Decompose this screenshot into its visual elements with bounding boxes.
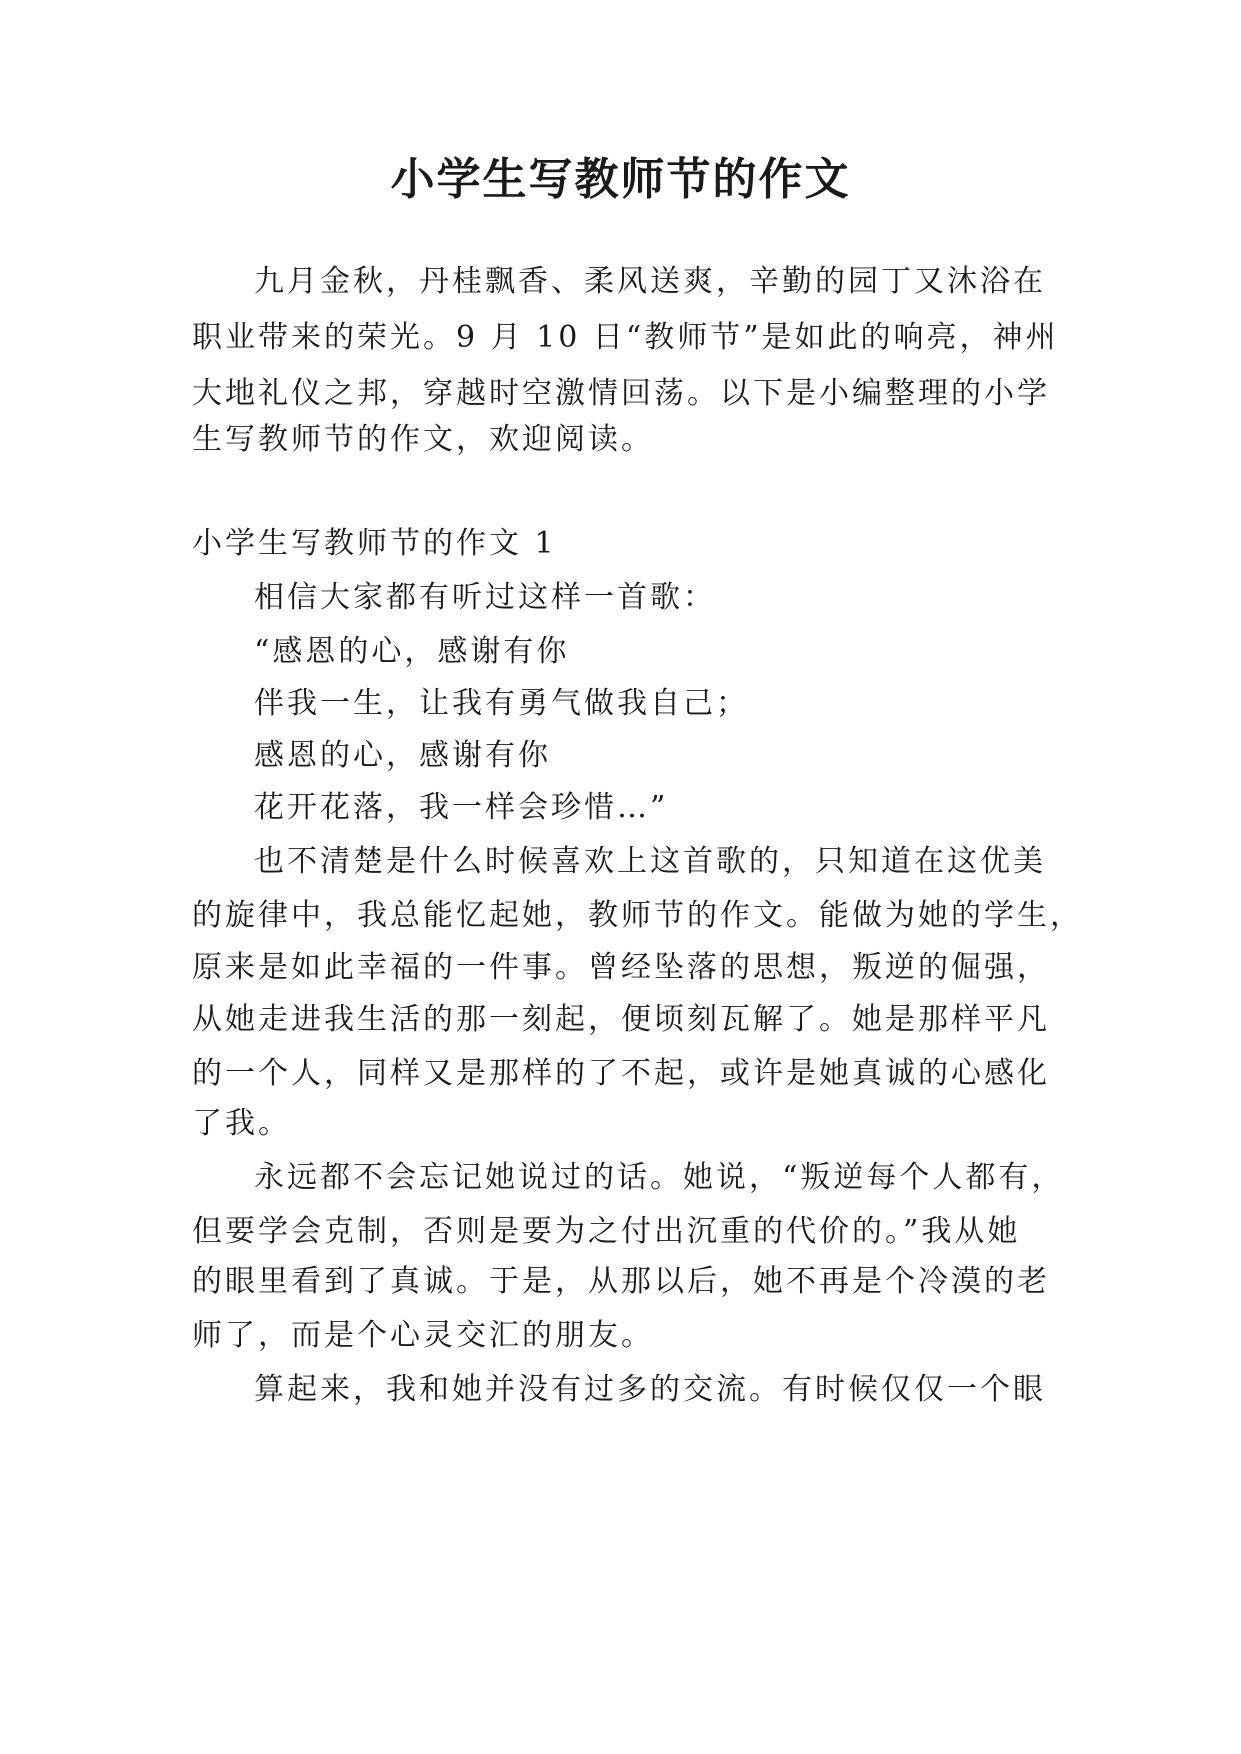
paragraph1-line-2: 的旋律中，我总能忆起她，教师节的作文。能做为她的学生， bbox=[192, 898, 1083, 933]
lyric-line-2: 伴我一生，让我有勇气做我自己； bbox=[254, 686, 749, 721]
paragraph1-line-6: 了我。 bbox=[192, 1106, 291, 1141]
lyric-line-4: 花开花落，我一样会珍惜…” bbox=[254, 790, 669, 825]
paragraph2-line-1: 永远都不会忘记她说过的话。她说，“叛逆每个人都有， bbox=[254, 1160, 1065, 1195]
section-heading: 小学生写教师节的作文 1 bbox=[192, 526, 557, 561]
paragraph1-line-3: 原来是如此幸福的一件事。曾经坠落的思想，叛逆的倔强， bbox=[192, 950, 1050, 985]
paragraph1-line-1: 也不清楚是什么时候喜欢上这首歌的，只知道在这优美 bbox=[254, 844, 1046, 879]
paragraph2-line-2: 但要学会克制，否则是要为之付出沉重的代价的。”我从她 bbox=[192, 1214, 1021, 1249]
paragraph1-line-4: 从她走进我生活的那一刻起，便顷刻瓦解了。她是那样平凡 bbox=[192, 1002, 1050, 1037]
lyrics-intro: 相信大家都有听过这样一首歌： bbox=[254, 580, 716, 615]
paragraph2-line-4: 师了，而是个心灵交汇的朋友。 bbox=[192, 1318, 654, 1353]
intro-line-3: 大地礼仪之邦，穿越时空激情回荡。以下是小编整理的小学 bbox=[192, 376, 1050, 411]
paragraph1-line-5: 的一个人，同样又是那样的了不起，或许是她真诚的心感化 bbox=[192, 1056, 1050, 1091]
paragraph3-line-1: 算起来，我和她并没有过多的交流。有时候仅仅一个眼 bbox=[254, 1372, 1046, 1407]
lyric-line-1: “感恩的心，感谢有你 bbox=[254, 634, 570, 669]
document-title: 小学生写教师节的作文 bbox=[390, 154, 851, 205]
intro-line-4: 生写教师节的作文，欢迎阅读。 bbox=[192, 422, 654, 457]
intro-line-2: 职业带来的荣光。9 月 10 日“教师节”是如此的响亮，神州 bbox=[192, 320, 1059, 355]
paragraph2-line-3: 的眼里看到了真诚。于是，从那以后，她不再是个冷漠的老 bbox=[192, 1264, 1050, 1299]
intro-line-1: 九月金秋，丹桂飘香、柔风送爽，辛勤的园丁又沐浴在 bbox=[254, 264, 1046, 299]
lyric-line-3: 感恩的心，感谢有你 bbox=[254, 738, 551, 773]
